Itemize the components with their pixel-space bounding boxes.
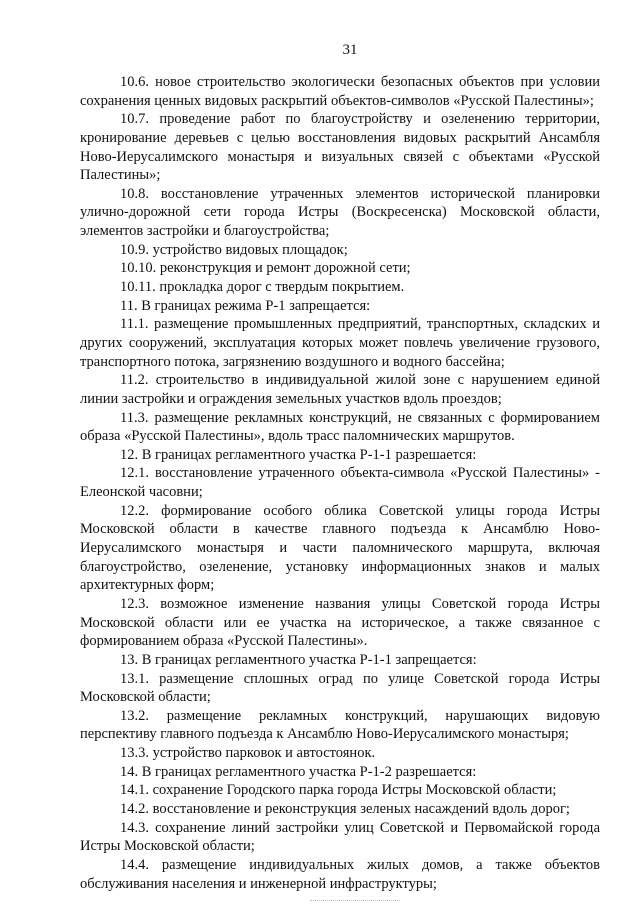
paragraph-10-7: 10.7. проведение работ по благоустройству и озеленению территории, кронирование деревьев с целью восстановления видовых раскрытий Ансамбля Ново-Иерусалимского монастыря и визуальных связей с объектами «Русской Палестины»; [80, 111, 600, 184]
paragraph-13: 13. В границах регламентного участка Р-1-1 запрещается: [120, 651, 477, 668]
paragraph-13-1: 13.1. размещение сплошных оград по улице Советской города Истры Московской области; [80, 670, 600, 706]
page-number: 31 [342, 42, 358, 58]
paragraph-14: 14. В границах регламентного участка Р-1-2 разрешается: [120, 763, 477, 780]
paragraph-11-2: 11.2. строительство в индивидуальной жилой зоне с нарушением единой линии застройки и ограждения земельных участков вдоль проездов; [80, 372, 600, 407]
paragraph-14-1: 14.1. сохранение Городского парка города Истры Московской области; [120, 782, 557, 799]
paragraph-12-3: 12.3. возможное изменение названия улицы Советской города Истры Московской области или ее участка на историческое, а также связанное с формированием образа «Русской Палестины». [80, 595, 600, 650]
document-body [80, 73, 600, 893]
paragraph-14-3: 14.3. сохранение линий застройки улиц Советской и Первомайской города Истры Московской области; [80, 819, 600, 855]
paragraph-10-6: 10.6. новое строительство экологически безопасных объектов при условии сохранения ценных видовых раскрытий объектов-символов «Русской Палестины»; [80, 74, 600, 109]
paragraph-11-3: 11.3. размещение рекламных конструкций, не связанных с формированием образа «Русской Палестины», вдоль трасс паломнических маршрутов. [80, 409, 600, 445]
paragraph-12: 12. В границах регламентного участка Р-1-1 разрешается: [120, 446, 477, 463]
scan-artifact [310, 900, 400, 903]
paragraph-11-1: 11.1. размещение промышленных предприятий, транспортных, складских и других сооружений, эксплуатация которых может повлечь увеличение грузового, транспортного потока, загрязнению воздушного и водного бассейна; [80, 316, 600, 370]
paragraph-13-2: 13.2. размещение рекламных конструкций, нарушающих видовую перспективу главного подъезда к Ансамблю Ново-Иерусалимского монастыря; [80, 707, 600, 743]
paragraph-11: 11. В границах режима Р-1 запрещается: [120, 297, 371, 314]
paragraph-12-2: 12.2. формирование особого облика Советской улицы города Истры Московской области в качестве главного подъезда к Ансамблю Ново-Иерусалимского монастыря и части паломнического маршрута, включая благоустройство, озеленение, установку информационных знаков и малых архитектурных форм; [80, 502, 600, 594]
paragraph-12-1: 12.1. восстановление утраченного объекта-символа «Русской Палестины» - Елеонской часовни; [80, 465, 600, 501]
paragraph-10-9: 10.9. устройство видовых площадок; [120, 241, 348, 258]
paragraph-13-3: 13.3. устройство парковок и автостоянок. [120, 745, 376, 762]
paragraph-14-4: 14.4. размещение индивидуальных жилых домов, а также объектов обслуживания населения и инженерной инфраструктуры; [80, 856, 600, 892]
paragraph-10-11: 10.11. прокладка дорог с твердым покрытием. [120, 279, 405, 296]
paragraph-10-10: 10.10. реконструкция и ремонт дорожной сети; [120, 260, 411, 277]
paragraph-10-8: 10.8. восстановление утраченных элементов исторической планировки улично-дорожной сети города Истры (Воскресенска) Московской области, элементов застройки и благоустройства; [80, 185, 600, 240]
paragraph-14-2: 14.2. восстановление и реконструкция зеленых насаждений вдоль дорог; [120, 800, 570, 817]
